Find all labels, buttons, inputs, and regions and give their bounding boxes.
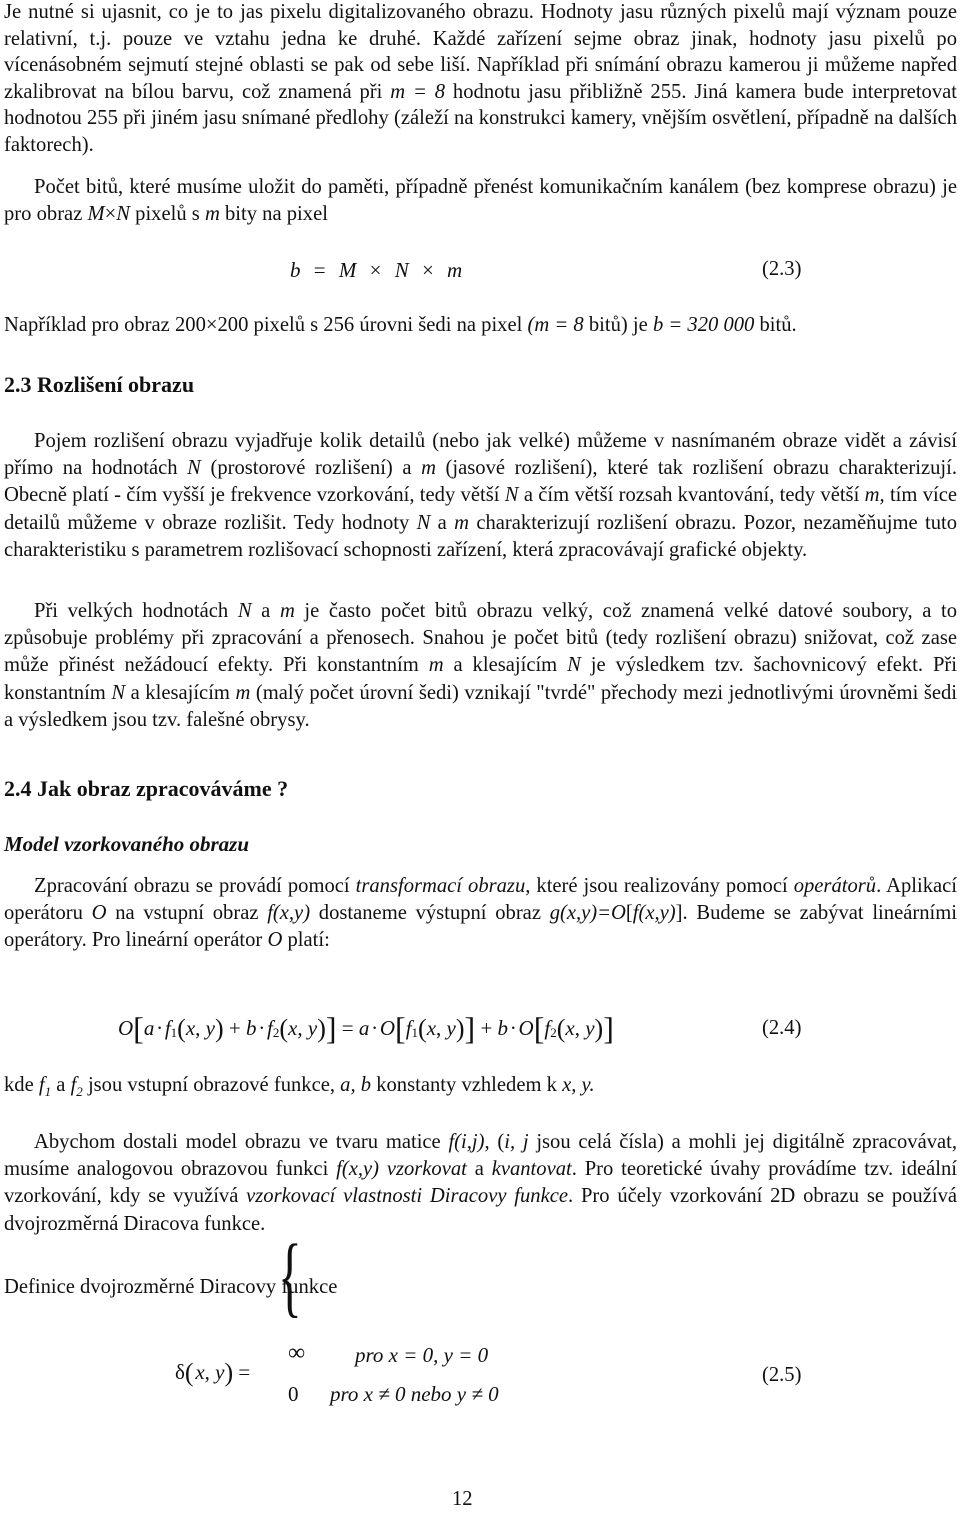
text-run: bitů) je: [583, 314, 653, 336]
eq23-M: M: [338, 258, 357, 282]
text-run: 1: [44, 1084, 52, 1100]
text-run: platí:: [282, 929, 330, 952]
text-run: N: [416, 511, 431, 534]
eq25-delta: δ: [175, 1360, 185, 1384]
text-run: m: [204, 202, 220, 225]
text-run: pixelů s: [130, 202, 205, 225]
eq23-N: N: [394, 258, 409, 282]
equation-2-4: O[a · $f_1(x$, y) + b · $f_2(x$, y)] = a · $O[f_1(x$, y)] + b · $O[f_2(x$, y)]: [118, 1010, 614, 1046]
text-run: m: [454, 511, 470, 534]
text-run: a: [466, 1158, 492, 1181]
eq25-case-1: pro x = 0, y = 0: [355, 1343, 489, 1367]
text-run: operátorů: [793, 875, 877, 897]
text-run: a: [251, 600, 280, 622]
text-run: . Pro účely vzorkování 2D obrazu se používá dvojrozměrná Diracova funkce.: [4, 1185, 958, 1235]
text-run: m: [421, 457, 436, 480]
text-run: N: [187, 457, 201, 480]
equation-2-5-brace: {: [278, 1227, 302, 1326]
eq25-infinity: ∞: [288, 1340, 306, 1366]
paragraph-pixel-brightness: [4, 0, 957, 159]
text-run: Při velkých hodnotách: [34, 600, 238, 622]
text-run: a: [430, 511, 455, 534]
text-run: f(x,y) vzorkovat: [336, 1158, 467, 1181]
text-run: , (: [484, 1131, 505, 1153]
text-run: f(i,j): [448, 1131, 485, 1153]
text-run: i, j: [504, 1131, 529, 1153]
eq23-times-1: ×: [369, 258, 382, 282]
text-run: Zpracování obrazu se provádí pomocí: [34, 875, 356, 897]
text-run: ]. Budeme se zabývat lineárními operátory. Pro lineární operátor: [4, 902, 957, 952]
paragraph-bit-count: [4, 174, 957, 227]
text-run: N: [116, 202, 131, 225]
text-run: f(x,y): [267, 902, 311, 925]
text-run: a čím větší rozsah kvantování, tedy větší: [518, 484, 865, 507]
text-run: . Pro teoretické úvahy provádíme tzv. ideální vzorkování, kdy se využívá: [4, 1158, 958, 1208]
equation-2-3: [290, 258, 462, 283]
text-run: Definice dvojrozměrné Diracovy funkce: [4, 1276, 338, 1298]
paragraph-dirac-model: [4, 1129, 957, 1238]
text-run: Například pro obraz 200×200 pixelů s 256 úrovni šedi na pixel: [4, 314, 528, 336]
text-run: (malý počet úrovní šedi) vznikají "tvrdé" přechody mezi jednotlivými úrovněmi šedi a výsledkem jsou tzv. falešné obrysy.: [4, 681, 957, 731]
text-run: (prostorové rozlišení) a: [200, 457, 422, 480]
text-run: a: [51, 1074, 71, 1096]
text-run: M: [87, 202, 105, 225]
text-run: N: [504, 484, 519, 507]
text-run: O: [91, 902, 107, 925]
text-run: je výsledkem tzv. šachovnicový efekt. Při konstantním: [4, 654, 957, 704]
text-run: f: [38, 1074, 45, 1096]
equation-number-2-4: (2.4): [762, 1017, 802, 1039]
text-run: N: [237, 600, 252, 622]
text-run: g(x,y)=O: [549, 902, 626, 925]
equation-2-5-lhs: δ( x, y) =: [175, 1358, 251, 1387]
text-run: dostaneme výstupní obraz: [310, 902, 550, 925]
equation-number-2-3: (2.3): [762, 258, 802, 280]
paragraph-where-f1-f2: [4, 1072, 595, 1105]
text-run: f(x,y): [632, 902, 676, 925]
text-run: m,: [864, 484, 885, 507]
text-run: N: [111, 681, 126, 704]
page-number: 12: [452, 1488, 473, 1510]
subsection-heading-model: Model vzorkovaného obrazu: [4, 832, 250, 856]
text-run: jsou celá čísla) a mohli jej digitálně zpracovávat, musíme analogovou obrazovou funkci: [4, 1131, 958, 1181]
text-run: 2: [76, 1084, 83, 1100]
text-run: m: [279, 600, 295, 622]
paragraph-large-values: [4, 598, 957, 734]
paragraph-example-bits: [4, 312, 797, 339]
text-run: na vstupní obraz: [106, 902, 268, 925]
text-run: konstanty vzhledem k: [371, 1074, 563, 1096]
section-heading-2-3: 2.3 Rozlišení obrazu: [4, 372, 195, 397]
text-run: kvantovat: [491, 1158, 572, 1181]
text-run: m: [428, 654, 444, 677]
text-run: Počet bitů, které musíme uložit do paměti, případně přenést komunikačním kanálem (bez komprese obrazu) je pro obraz: [4, 176, 957, 225]
eq23-b: b: [290, 258, 301, 282]
eq23-times-2: ×: [421, 258, 434, 282]
text-run: jsou vstupní obrazové funkce,: [82, 1074, 341, 1096]
text-run: transformací obrazu: [355, 875, 526, 897]
section-heading-2-4: 2.4 Jak obraz zpracováváme ?: [4, 776, 289, 801]
text-run: Je nutné si ujasnit, co je to jas pixelu digitalizovaného obrazu. Hodnoty jasu různých pixelů mají význam pouze relativní, t.j. pouze ve vztahu jedna ke druhé. Každé zařízení sejme obraz jinak, hodnoty jasu pixelů po vícenásobném sejmutí stejné oblasti se pak od sebe liší. Například při snímání obrazu kamerou ji můžeme napřed zkalibrovat na bílou barvu, což znamená při: [4, 1, 957, 103]
eq23-equals: =: [313, 258, 326, 282]
text-run: b = 320 000: [652, 314, 755, 336]
text-run: N: [567, 654, 581, 677]
text-run: hodnotu jasu přibližně 255. Jiná kamera bude interpretovat hodnotou 255 při jiném jasu snímané předlohy (záleží na konstrukci kamery, vnějším osvětlení, případně na dalších faktorech).: [4, 80, 957, 156]
text-run: , které jsou realizovány pomocí: [525, 875, 794, 897]
text-run: f: [70, 1074, 77, 1096]
paragraph-operators: [4, 873, 957, 955]
text-run: m: [235, 681, 251, 704]
text-run: m = 8: [390, 80, 446, 103]
text-run: vzorkovací vlastnosti Diracovy funkce: [246, 1185, 569, 1208]
eq25-zero: 0: [288, 1382, 299, 1406]
text-run: . Aplikací operátoru: [4, 875, 957, 925]
text-run: kde: [4, 1074, 39, 1096]
text-run: (m = 8: [527, 314, 584, 336]
text-run: a, b: [340, 1074, 372, 1096]
text-run: x, y.: [562, 1074, 595, 1096]
text-run: je často počet bitů obrazu velký, což znamená velké datové soubory, a to způsobuje problémy při zpracování a přenosech. Snahou je počet bitů (tedy rozlišení obrazu) snižovat, což zase může přinést nežádoucí efekty. Při konstantním: [4, 600, 957, 677]
text-run: Pojem rozlišení obrazu vyjadřuje kolik detailů (nebo jak velké) můžeme v nasnímaném obraze vidět a závisí přímo na hodnotách: [4, 430, 957, 480]
text-run: O: [267, 929, 283, 952]
eq23-m: m: [447, 258, 463, 282]
paragraph-resolution: [4, 428, 957, 564]
text-run: Abychom dostali model obrazu ve tvaru matice: [34, 1131, 449, 1153]
equation-number-2-5: (2.5): [762, 1364, 802, 1386]
text-run: ×: [104, 202, 117, 225]
text-run: tím více detailů můžeme v obraze rozlišit. Tedy hodnoty: [4, 484, 958, 534]
text-run: [: [625, 902, 633, 925]
text-run: a klesajícím: [443, 654, 568, 677]
eq25-case-2: pro x ≠ 0 nebo y ≠ 0: [330, 1382, 499, 1406]
text-run: bitů.: [754, 314, 797, 336]
text-run: a klesajícím: [125, 681, 236, 704]
text-run: bity na pixel: [219, 202, 328, 225]
text-run: charakterizují rozlišení obrazu. Pozor, nezaměňujme tuto charakteristiku s parametrem rozlišovací schopnosti zařízení, která zpracovávají grafické objekty.: [4, 511, 958, 561]
text-run: (jasové rozlišení), které tak rozlišení obrazu charakterizují. Obecně platí - čím vyšší je frekvence vzorkování, tedy větší: [4, 457, 957, 507]
